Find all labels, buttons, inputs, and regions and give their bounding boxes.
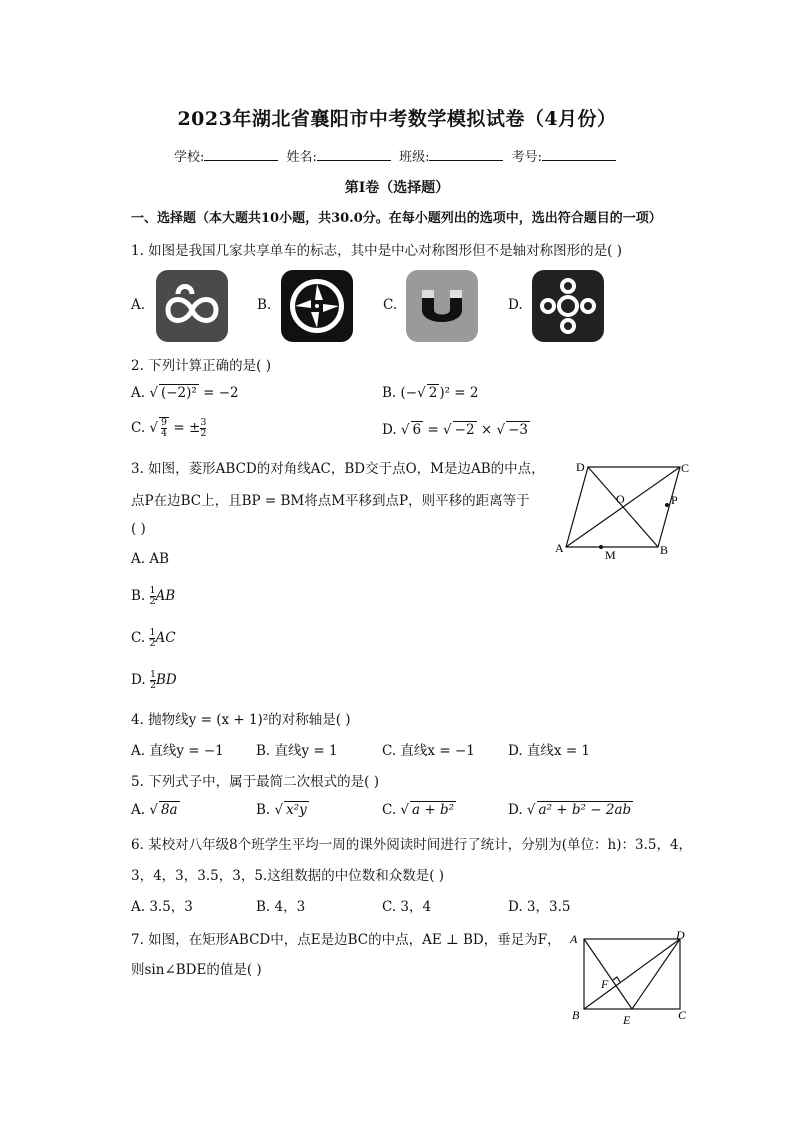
question-3-stem-line1: 3. 如图，菱形ABCD的对角线AC，BD交于点O，M是边AB的中点， bbox=[131, 461, 545, 477]
point-m bbox=[599, 545, 603, 549]
q2-option-b: B. (−√ 2 )² = 2 bbox=[382, 385, 479, 401]
q6-option-b: B. 4，3 bbox=[256, 899, 306, 915]
q2-option-d: D. √ 6 = √ −2 × √ −3 bbox=[382, 422, 528, 438]
q4-option-a: A. 直线y = −1 bbox=[131, 743, 224, 759]
label-b: B bbox=[572, 1008, 580, 1022]
q4-option-d: D. 直线x = 1 bbox=[508, 743, 591, 759]
q1-option-d: D. bbox=[508, 297, 523, 313]
q5-option-a: A. √ 8a bbox=[131, 802, 178, 818]
exam-no-blank bbox=[542, 148, 616, 161]
q6-option-a: A. 3.5，3 bbox=[131, 899, 193, 915]
rhombus-figure bbox=[550, 455, 710, 565]
segment-ae bbox=[584, 939, 632, 1009]
q5-option-c: C. √ a + b² bbox=[382, 802, 455, 818]
question-4-stem: 4. 抛物线y = (x + 1)²的对称轴是( ) bbox=[131, 712, 351, 728]
point-p bbox=[665, 503, 669, 507]
question-3-stem-line2: 点P在边BC上，且BP = BM将点M平移到点P，则平移的距离等于 bbox=[131, 493, 530, 509]
label-d: D bbox=[676, 928, 685, 942]
segment-de bbox=[632, 939, 680, 1009]
part-title: 第I卷（选择题） bbox=[344, 180, 450, 196]
q1-option-c: C. bbox=[383, 297, 398, 313]
label-o: O bbox=[616, 492, 625, 506]
q4-option-b: B. 直线y = 1 bbox=[256, 743, 338, 759]
q1-option-b: B. bbox=[257, 297, 272, 313]
label-c: C bbox=[678, 1008, 687, 1022]
label-e: E bbox=[623, 1013, 631, 1027]
fan-logo-icon bbox=[281, 270, 353, 342]
q5-option-d: D. √ a² + b² − 2ab bbox=[508, 802, 632, 818]
diagonal-bd bbox=[588, 467, 658, 547]
q3-option-a: A. AB bbox=[131, 551, 170, 567]
q4-option-c: C. 直线x = −1 bbox=[382, 743, 475, 759]
question-2-stem: 2. 下列计算正确的是( ) bbox=[131, 358, 271, 374]
label-a: A bbox=[570, 932, 578, 946]
right-angle-mark bbox=[613, 977, 620, 982]
label-b: B bbox=[660, 543, 669, 557]
label-m: M bbox=[605, 548, 616, 562]
u-magnet-logo-icon bbox=[406, 270, 478, 342]
label-d: D bbox=[576, 460, 585, 474]
loop-logo-icon bbox=[156, 270, 228, 342]
question-1-stem: 1. 如图是我国几家共享单车的标志，其中是中心对称图形但不是轴对称图形的是( ) bbox=[131, 243, 622, 259]
label-c: C bbox=[681, 461, 690, 475]
exam-no-label: 考号: bbox=[511, 150, 542, 165]
q3-option-d: D. $\frac{1}{2}$ BD bbox=[131, 669, 177, 691]
q3-option-c: C. $\frac{1}{2}$ AC bbox=[131, 627, 176, 649]
q3-option-b: B. $\frac{1}{2}$ AB bbox=[131, 585, 176, 607]
class-blank bbox=[429, 148, 503, 161]
name-label: 姓名: bbox=[286, 150, 317, 165]
label-p: P bbox=[671, 493, 678, 507]
label-a: A bbox=[555, 541, 564, 555]
page-title: 2023年湖北省襄阳市中考数学模拟试卷（4月份） bbox=[177, 108, 617, 130]
q2-option-a: A. √ (−2)² = −2 bbox=[131, 385, 239, 401]
question-7-stem-line2: 则sin∠BDE的值是( ) bbox=[131, 962, 262, 978]
section-title: 一、选择题（本大题共10小题，共30.0分。在每小题列出的选项中，选出符合题目的一项） bbox=[131, 211, 662, 226]
school-blank bbox=[204, 148, 278, 161]
school-label: 学校: bbox=[174, 150, 205, 165]
q2-option-c: C. √ $\frac{9}{4}$ = ± $\frac{3}{2}$ bbox=[131, 417, 207, 439]
four-circle-logo-icon bbox=[532, 270, 604, 342]
q5-option-b: B. √ x²y bbox=[256, 802, 307, 818]
class-label: 班级: bbox=[399, 150, 430, 165]
name-blank bbox=[317, 148, 391, 161]
diagonal-bd bbox=[584, 939, 680, 1009]
q1-option-a: A. bbox=[131, 297, 146, 313]
question-6-stem-line2: 3，4，3，3.5，3，5.这组数据的中位数和众数是( ) bbox=[131, 868, 445, 884]
q6-option-c: C. 3，4 bbox=[382, 899, 432, 915]
q6-option-d: D. 3，3.5 bbox=[508, 899, 571, 915]
question-5-stem: 5. 下列式子中，属于最简二次根式的是( ) bbox=[131, 774, 379, 790]
rectangle-figure bbox=[560, 925, 700, 1030]
question-3-stem-line3: ( ) bbox=[131, 521, 146, 537]
label-f: F bbox=[601, 977, 609, 991]
question-7-stem-line1: 7. 如图，在矩形ABCD中，点E是边BC的中点，AE ⊥ BD，垂足为F， bbox=[131, 932, 561, 948]
student-info-line bbox=[0, 146, 794, 165]
question-6-stem-line1: 6. 某校对八年级8个班学生平均一周的课外阅读时间进行了统计，分别为(单位：h)：3.5，4， bbox=[131, 837, 693, 853]
